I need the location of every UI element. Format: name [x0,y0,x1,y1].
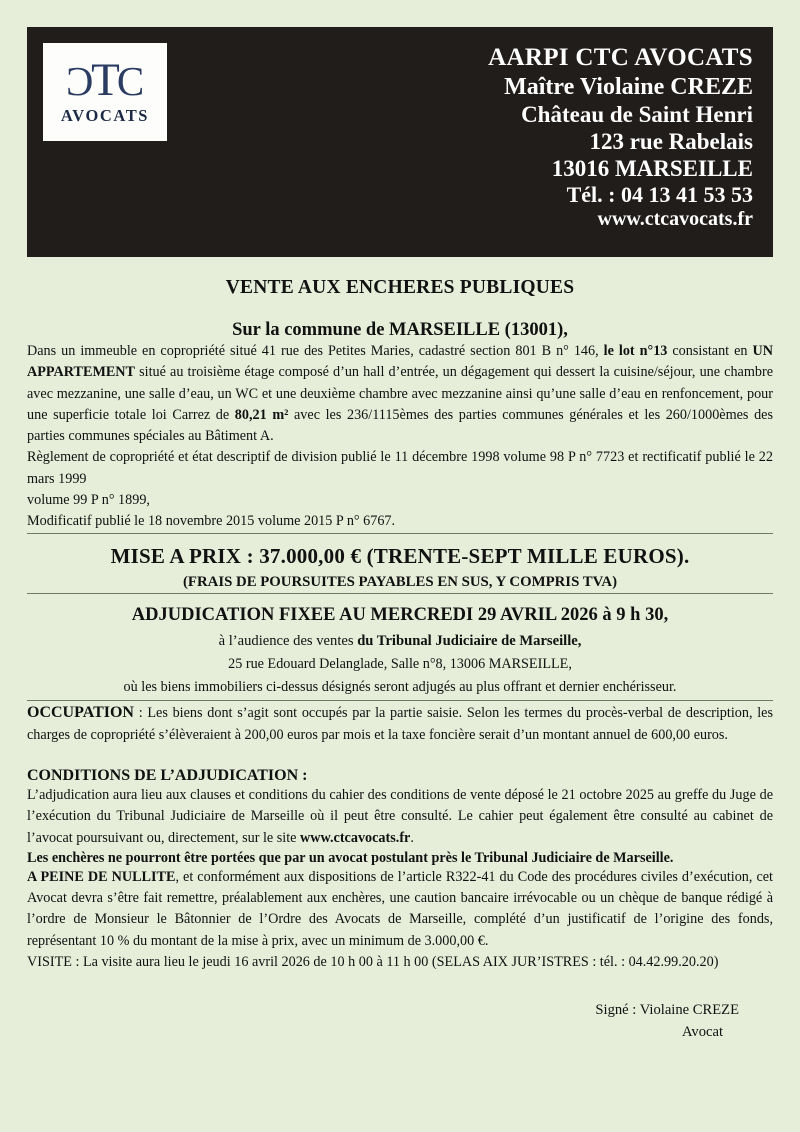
logo-letter-t: T [91,54,119,107]
regulation-line-2: volume 99 P n° 1899, [27,492,150,509]
signature-name: Signé : Violaine CREZE [595,1002,739,1019]
page-subtitle: Sur la commune de MARSEILLE (13001), [232,320,568,340]
logo-letter-c: C [116,58,144,105]
occupation-label: OCCUPATION [27,703,134,721]
nullity-section [27,867,773,952]
page-title: VENTE AUX ENCHERES PUBLIQUES [225,277,575,298]
firm-address-city: 13016 MARSEILLE [551,156,753,182]
firm-address-building: Château de Saint Henri [521,101,753,127]
visit-section [27,952,773,973]
conditions-text-2: . [410,829,414,846]
conditions-text-1: L’adjudication aura lieu aux clauses et conditions du cahier des conditions de vente déposé le 21 octobre 2025 au greffe du Juge de l’exécution du Tribunal Judiciaire de Marseille où il peut être consulté. Le cahier peut également être consulté au cabinet de l’avocat poursuivant ou, directement, sur le site [27,786,773,846]
desc-text-1: Dans un immeuble en copropriété situé 41 rue des Petites Maries, cadastré section 801 B n° 146, [27,343,604,359]
adjudication-venue [27,633,773,650]
desc-text-4: avec les 236/1115èmes des parties communes générales et les 260/1000èmes des parties communes spéciales au Bâtiment A. [27,406,773,445]
starting-price-amount: MISE A PRIX : 37.000,00 € (TRENTE-SEPT MILLE EUROS). [110,543,690,568]
adjudication-note: où les biens immobiliers ci-dessus désignés seront adjugés au plus offrant et dernier enchérisseur. [123,678,677,695]
logo-letter-c-reversed: C [66,58,94,105]
letterhead-banner [27,27,773,257]
adjudication-address: 25 rue Edouard Delanglade, Salle n°8, 13006 MARSEILLE, [228,655,572,672]
nullity-label: A PEINE DE NULLITE [27,868,176,885]
desc-lot-number: le lot n°13 [603,343,668,359]
adjudication-venue-prefix: à l’audience des ventes [218,632,358,649]
visit-text: : La visite aura lieu le jeudi 16 avril 2026 de 10 h 00 à 11 h 00 (SELAS AIX JUR’ISTRES : tél. : 04.42.99.20.20) [71,954,719,971]
signature-block [27,1000,773,1042]
property-description-paragraph [27,341,773,447]
visit-label: VISITE [27,954,72,971]
signature-title: Avocat [681,1023,723,1040]
regulation-line-1: Règlement de copropriété et état descriptif de division publié le 11 décembre 1998 volume 98 P n° 7723 et rectificatif publié le 22 mars 1999 [27,449,773,487]
occupation-text: : Les biens dont s’agit sont occupés par la partie saisie. Selon les termes du procès-verbal de description, les charges de copropriété s’élèveraient à 200,00 euros par mois et la taxe foncière serait d’un montant annuel de 600,00 euros. [27,704,773,743]
adjudication-block [27,594,773,700]
starting-price-block [27,534,773,593]
firm-website[interactable]: www.ctcavocats.fr [597,208,753,231]
firm-name: AARPI CTC AVOCATS [488,44,753,71]
desc-text-2: consistant en [667,343,753,359]
firm-phone: Tél. : 04 13 41 53 53 [566,182,753,208]
firm-contact-block [488,41,759,232]
copropriete-regulation-paragraph [27,447,773,532]
starting-price-fees-note: (FRAIS DE POURSUITES PAYABLES EN SUS, Y COMPRIS TVA) [182,573,617,590]
firm-logo [43,43,167,141]
regulation-line-3: Modificatif publié le 18 novembre 2015 volume 2015 P n° 6767. [27,513,396,530]
occupation-section [27,701,773,746]
conditions-paragraph [27,785,773,849]
nullity-text: , et conformément aux dispositions de l’article R322-41 du Code des procédures civiles d’exécution, cet Avocat devra s’être fait remettre, préalablement aux enchères, une caution bancaire irrévocable ou un chèque de banque rédigé à l’ordre de Monsieur le Bâtonnier de l’Ordre des Avocats de Marseille, complété d’un justificatif de l’origine des fonds, représentant 10 % du montant de la mise à prix, avec un minimum de 3.000,00 €. [27,868,773,949]
logo-ctc-monogram [66,54,144,107]
conditions-heading: CONDITIONS DE L’ADJUDICATION : [27,766,308,784]
desc-property-type: UN APPARTEMENT [27,343,773,381]
adjudication-date: ADJUDICATION FIXEE AU MERCREDI 29 AVRIL 2026 à 9 h 30, [131,604,669,625]
bidding-lawyer-requirement: Les enchères ne pourront être portées que par un avocat postulant près le Tribunal Judiciaire de Marseille. [27,849,674,866]
logo-wordmark: AVOCATS [60,105,150,125]
firm-address-street: 123 rue Rabelais [589,128,753,154]
firm-lawyer-name: Maître Violaine CREZE [504,73,753,100]
conditions-website-link[interactable]: www.ctcavocats.fr [300,829,411,846]
desc-carrez-area: 80,21 m² [234,406,289,423]
adjudication-court-name: du Tribunal Judiciaire de Marseille, [357,632,582,649]
desc-text-3: situé au troisième étage composé d’un hall d’entrée, un dégagement qui dessert la cuisine/séjour, une chambre avec mezzanine, une salle d’eau, un WC et une deuxième chambre avec mezzanine ainsi qu’une salle d’eau en renfoncement, pour une superficie totale loi Carrez de [27,364,773,423]
